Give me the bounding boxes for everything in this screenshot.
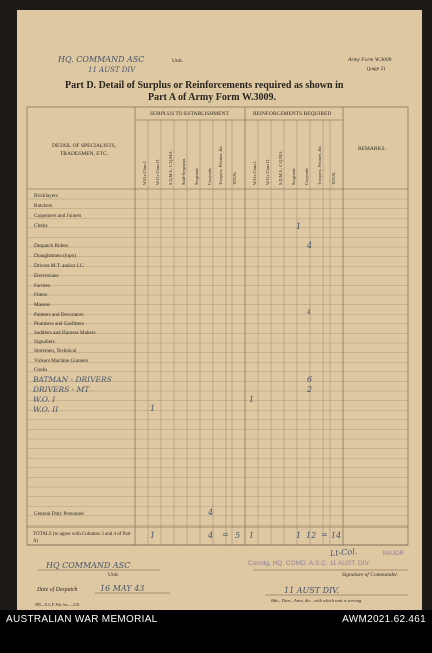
cell-batman-reinf-tp: 6 [307,375,313,384]
handwritten-row: DRIVERS - MT [33,385,90,394]
signature-label: Signature of Commander. [342,572,399,578]
reinf-col-header: W.O.s Class I. [252,160,257,185]
row-label: Signallers [34,339,55,345]
reinf-col-header: Corporals [304,168,309,185]
footer-unit-handwritten: HQ COMMAND ASC [46,561,131,570]
totals-label: TOTALS (to agree with Columns 3 and 4 of Part A) [33,532,131,544]
row-label: Draughtsmen (topo) [34,253,76,259]
cell-wo2-surplus-wo1: 1 [150,404,156,413]
row-label: Farriers [34,283,51,289]
page-ref: (page 2) [367,66,386,72]
row-label: Despatch Riders [34,243,69,249]
archive-ref: AWM2021.62.461 [342,614,426,625]
printer-note: 989—N.G.P. Pub. Inc.—2/41 [35,603,80,607]
row-label: Fitters [34,292,48,298]
footer-unit-label: Unit. [108,572,120,578]
handwritten-row: W.O. II [33,405,59,414]
row-label: Masons [34,302,51,308]
row-label: Clerks [34,223,48,229]
stamp-rank: MAJOR [383,551,404,557]
cell-despatch-reinf-tp: 4 [307,241,313,250]
cell-painters-reinf-tp: 4 [307,309,311,316]
date-handwritten: 16 MAY 43 [100,584,145,593]
handwritten-row: W.O. I [33,395,56,404]
handwritten-row: BATMAN - DRIVERS [33,375,112,384]
row-label: Vickers Machine Gunners [34,358,89,364]
row-label: Carpenters and Joiners [34,213,82,219]
surplus-header: SURPLUS TO ESTABLISHMENT [150,111,229,117]
total-reinf-cpl: 1 [296,531,302,540]
total-surplus-wo1: 1 [150,531,156,540]
unit-label: Unit. [172,58,184,64]
archive-bar [0,610,432,653]
archive-name: AUSTRALIAN WAR MEMORIAL [6,614,158,625]
row-label: Bricklayers [34,193,58,199]
surplus-col-header: TOTAL [232,171,237,185]
total-surplus-tp: 4 [208,531,214,540]
reinf-col-header: S.Q.M.S., C.Q.M.S. [278,150,283,185]
reinforcements-header: REINFORCEMENTS REQUIRED [253,111,332,117]
surplus-col-header: W.O.s Class II. [155,159,160,185]
footer-division-handwritten: 11 AUST DIV. [284,586,340,595]
total-reinf-tp: 12 [306,531,317,540]
equals-sign: = [222,530,229,539]
reinf-col-header: Sergeants [291,168,296,185]
total-surplus-total: 5 [235,531,241,540]
surplus-col-header: Staff-Sergeants [181,158,186,185]
cell-general-duty-surplus-tp: 4 [208,508,214,517]
row-label: Drivers M.T. and/or I.C. [34,263,85,269]
division-label: Bde., Divn., Area, &c., with which unit is serving. [271,598,363,603]
remarks-header: REMARKS. [358,146,386,152]
row-label: Electricians [34,273,59,279]
form-title-line2: Part A of Army Form W.3009. [148,92,277,103]
surplus-col-header: Troopers, Privates, &c. [218,145,223,185]
commander-signature: Lt-Col. [329,547,358,558]
row-label: Plumbers and Gasfitters [34,321,84,327]
reinf-col-header: Troopers, Privates, &c. [317,145,322,185]
date-label: Date of Despatch [37,587,78,593]
equals-sign: = [321,530,328,539]
surplus-col-header: S.Q.M.S., C.Q.M.S. [168,150,173,185]
surplus-col-header: Corporals [207,168,212,185]
cell-clerks-reinf-cpl: 1 [296,222,302,231]
row-label: Painters and Decorators [34,312,84,318]
row-label: Butchers [34,203,53,209]
unit-handwritten: HQ. COMMAND ASC [58,55,145,64]
total-reinf-wo1: 1 [249,531,255,540]
row-label: Storemen, Technical [34,348,77,354]
detail-header: DETAIL OF SPECIALISTS, TRADESMEN, ETC. [52,143,116,157]
total-reinf-total: 14 [331,531,342,540]
division-handwritten: 11 AUST DIV [88,66,136,74]
form-title-line1: Part D. Detail of Surplus or Reinforcements required as shown in [65,80,344,91]
row-label: Saddlers and Harness Makers [34,330,96,336]
surplus-col-header: W.O.s Class I. [142,160,147,185]
cell-drivers-reinf-tp: 2 [307,385,313,394]
row-label: Cooks [34,367,48,373]
reinf-col-header: TOTAL [331,171,336,185]
reinf-col-header: W.O.s Class II. [265,159,270,185]
cell-wo1-reinf-wo1: 1 [249,395,255,404]
general-duty-label: General Duty Personnel [34,511,84,517]
surplus-col-header: Sergeants [194,168,199,185]
stamp-unit: Comdg, HQ. COMD. A.S.C. 11 AUST. DIV. [248,560,371,567]
form-ref: Army Form W.3009 [348,57,392,63]
